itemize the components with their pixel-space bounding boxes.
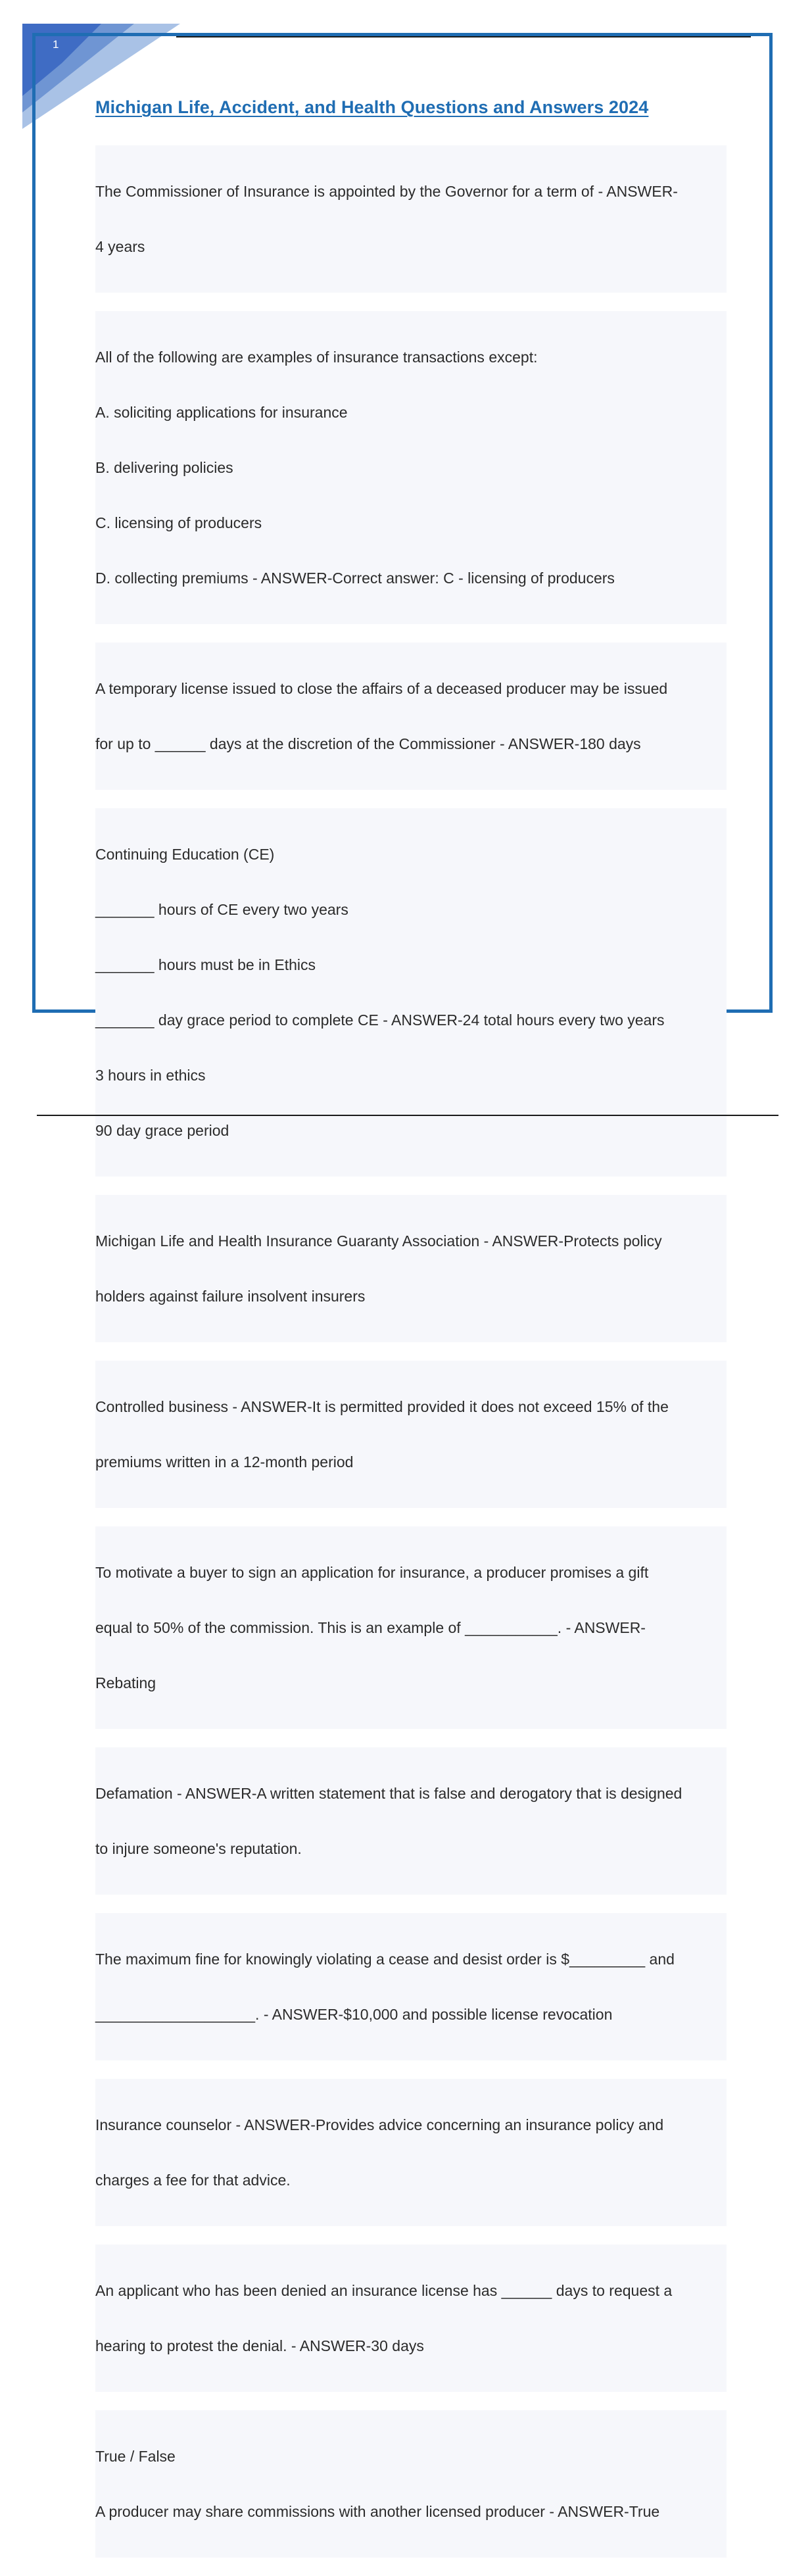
qa-line: B. delivering policies [95,459,233,476]
qa-line: Insurance counselor - ANSWER-Provides advice concerning an insurance policy and [95,2116,664,2133]
qa-item [95,1913,727,2060]
qa-line: _______ hours of CE every two years [95,901,348,918]
qa-line: A temporary license issued to close the affairs of a deceased producer may be issued [95,680,668,697]
document-body [95,97,727,2576]
qa-line: 4 years [95,238,145,255]
qa-line: A producer may share commissions with another licensed producer - ANSWER-True [95,2503,660,2520]
qa-item [95,145,727,293]
qa-item [95,311,727,624]
qa-item [95,2410,727,2558]
qa-line: Controlled business - ANSWER-It is permitted provided it does not exceed 15% of the [95,1398,669,1415]
qa-line: True / False [95,2448,176,2465]
footer-rule [37,1115,778,1116]
qa-line: The maximum fine for knowingly violating a cease and desist order is $_________ and [95,1951,675,1968]
qa-line: C. licensing of producers [95,514,262,531]
qa-item [95,2079,727,2226]
qa-line: Rebating [95,1674,156,1691]
qa-line: Defamation - ANSWER-A written statement that is false and derogatory that is designed [95,1785,682,1802]
qa-item [95,1747,727,1895]
qa-line: 3 hours in ethics [95,1067,206,1084]
qa-line: holders against failure insolvent insurers [95,1288,366,1305]
qa-line: _______ hours must be in Ethics [95,956,316,973]
qa-item [95,643,727,790]
qa-line: All of the following are examples of insurance transactions except: [95,349,538,366]
qa-item [95,2245,727,2392]
qa-line: A. soliciting applications for insurance [95,404,348,421]
page-number: 1 [53,38,59,51]
qa-line: Michigan Life and Health Insurance Guaranty Association - ANSWER-Protects policy [95,1232,662,1250]
qa-line: Continuing Education (CE) [95,846,275,863]
qa-line: D. collecting premiums - ANSWER-Correct answer: C - licensing of producers [95,570,615,587]
qa-item [95,1195,727,1342]
qa-line: hearing to protest the denial. - ANSWER-30 days [95,2337,424,2354]
qa-line: ___________________. - ANSWER-$10,000 and possible license revocation [95,2006,613,2023]
qa-item [95,808,727,1177]
qa-line: To motivate a buyer to sign an application for insurance, a producer promises a gift [95,1564,649,1581]
qa-line: premiums written in a 12-month period [95,1453,354,1470]
qa-line: 90 day grace period [95,1122,229,1139]
qa-line: The Commissioner of Insurance is appointed by the Governor for a term of - ANSWER- [95,183,678,200]
qa-line: for up to ______ days at the discretion of the Commissioner - ANSWER-180 days [95,735,641,752]
qa-item [95,1526,727,1729]
qa-line: to injure someone's reputation. [95,1840,302,1857]
qa-line: _______ day grace period to complete CE - ANSWER-24 total hours every two years [95,1011,665,1029]
qa-line: charges a fee for that advice. [95,2172,291,2189]
document-title: Michigan Life, Accident, and Health Questions and Answers 2024 [95,97,649,117]
qa-line: equal to 50% of the commission. This is an example of ___________. - ANSWER- [95,1619,646,1636]
qa-line: An applicant who has been denied an insurance license has ______ days to request a [95,2282,673,2299]
qa-item [95,1361,727,1508]
